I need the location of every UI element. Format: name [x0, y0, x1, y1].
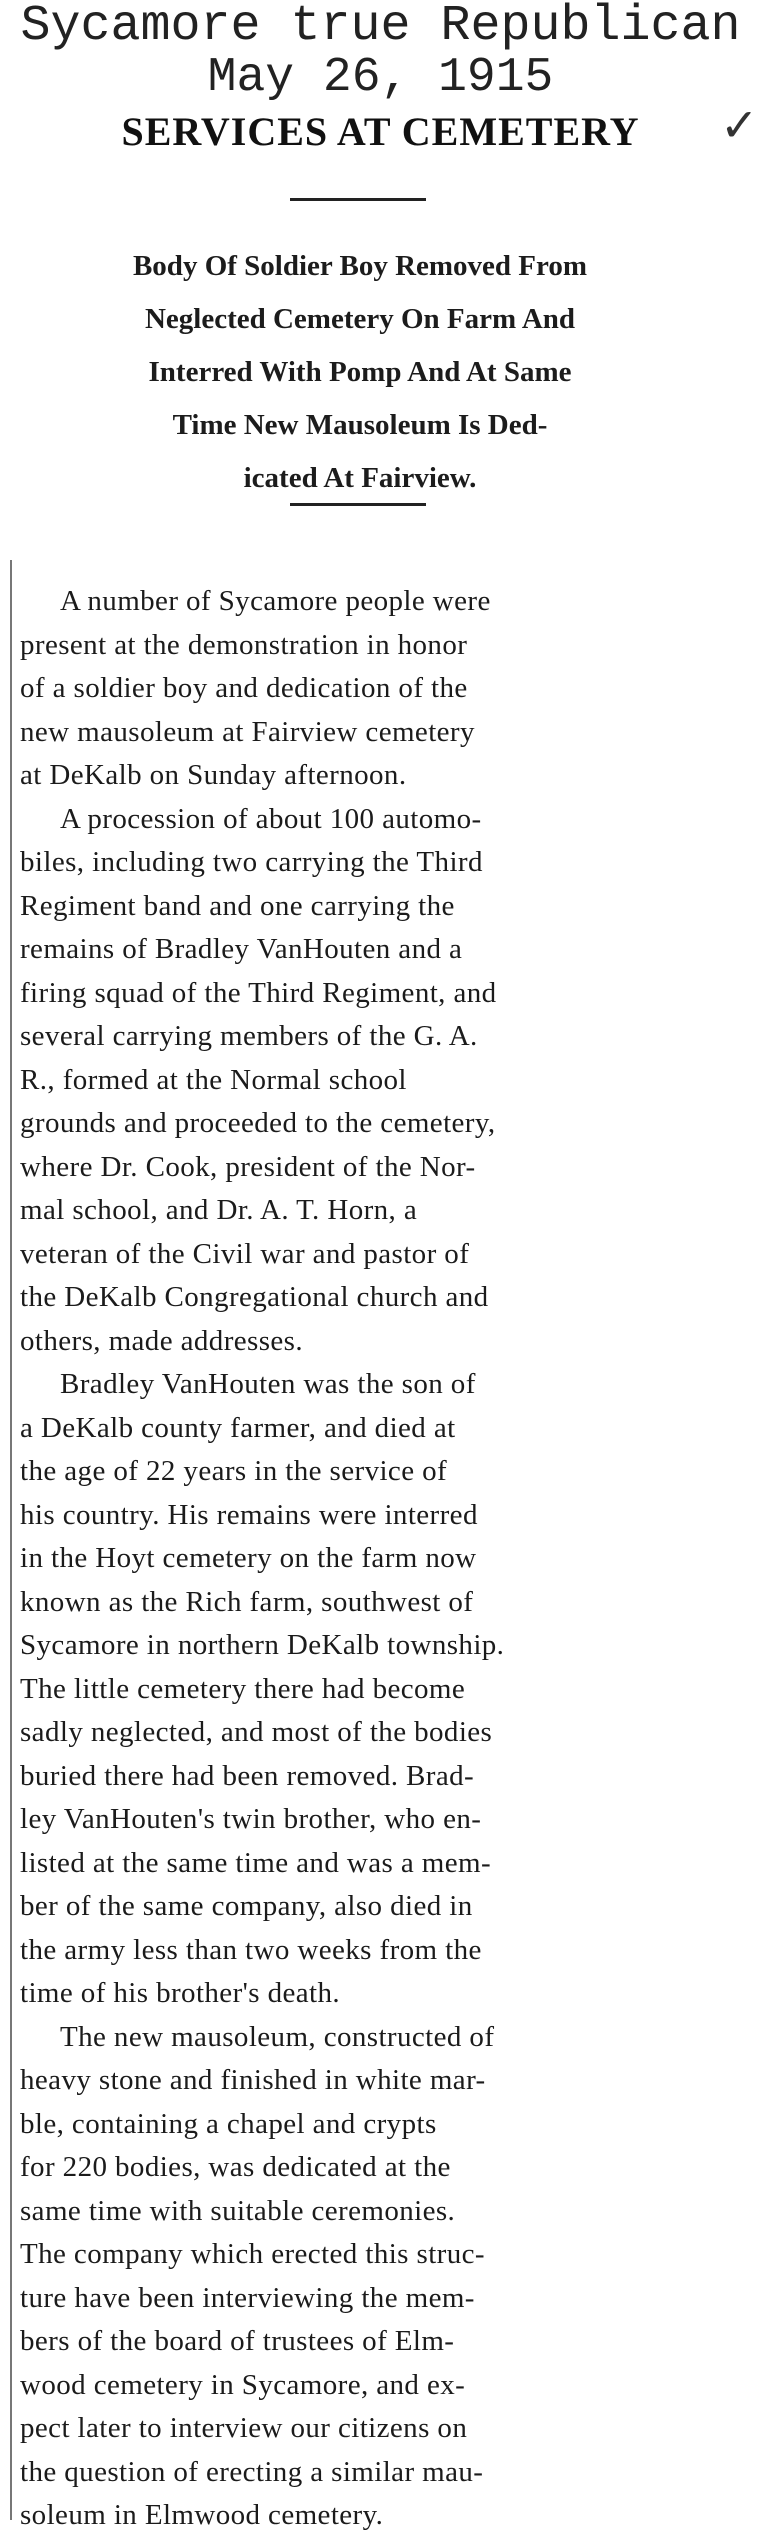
article-paragraph [20, 2016, 740, 2538]
article-line: soleum in Elmwood cemetery. [20, 2499, 384, 2531]
article-line: the question of erecting a similar mau- [20, 2455, 484, 2488]
check-mark-icon: ✓ [720, 98, 759, 152]
article-line: bers of the board of trustees of Elm- [20, 2325, 455, 2357]
article-line: of a soldier boy and dedication of the [20, 672, 468, 704]
article-body [20, 580, 740, 2538]
article-line: sadly neglected, and most of the bodies [20, 1716, 493, 1748]
article-line: new mausoleum at Fairview cemetery [20, 715, 475, 748]
article-line: A number of Sycamore people were [60, 585, 491, 617]
article-line: Regiment band and one carrying the [20, 889, 455, 922]
article-line: at DeKalb on Sunday afternoon. [20, 759, 407, 791]
article-line: the age of 22 years in the service of [20, 1455, 448, 1487]
newspaper-name: Sycamore true Republican [20, 0, 741, 55]
article-paragraph [20, 1363, 740, 2016]
subheadline-line: Time New Mausoleum Is Ded- [172, 409, 548, 441]
article-line: pect later to interview our citizens on [20, 2412, 468, 2444]
article-line: in the Hoyt cemetery on the farm now [20, 1542, 477, 1574]
subheadline-line: Neglected Cemetery On Farm And [144, 303, 576, 335]
publication-date: May 26, 1915 [207, 51, 554, 105]
headline-divider [290, 198, 426, 201]
article-line: grounds and proceeded to the cemetery, [20, 1107, 496, 1139]
article-line: heavy stone and finished in white mar- [20, 2064, 486, 2096]
article-line: his country. His remains were interred [20, 1498, 478, 1531]
article-line: time of his brother's death. [20, 1977, 341, 2009]
article-line: ley VanHouten's twin brother, who en- [20, 1803, 482, 1835]
article-line: same time with suitable ceremonies. [20, 2194, 456, 2227]
article-paragraph [20, 580, 740, 798]
article-paragraph [20, 798, 740, 1364]
article-line: remains of Bradley VanHouten and a [20, 933, 463, 965]
article-line: the army less than two weeks from the [20, 1933, 482, 1966]
article-line: others, made addresses. [20, 1324, 304, 1357]
article-line: the DeKalb Congregational church and [20, 1281, 489, 1313]
article-line: The new mausoleum, constructed of [60, 2020, 495, 2053]
article-line: present at the demonstration in honor [20, 628, 468, 661]
article-line: veteran of the Civil war and pastor of [20, 1237, 470, 1270]
article-line: a DeKalb county farmer, and died at [20, 1411, 456, 1444]
article-line: Sycamore in northern DeKalb township. [20, 1629, 505, 1661]
article-line: The little cemetery there had become [20, 1672, 466, 1705]
subheadline [20, 240, 700, 505]
article-line: ber of the same company, also died in [20, 1890, 473, 1922]
article-line: known as the Rich farm, southwest of [20, 1585, 474, 1618]
article-line: biles, including two carrying the Third [20, 846, 483, 878]
subheadline-line: Interred With Pomp And At Same [148, 356, 572, 388]
article-line: Bradley VanHouten was the son of [60, 1368, 476, 1400]
subheadline-divider [290, 503, 426, 506]
article-line: A procession of about 100 automo- [60, 802, 482, 835]
article-line: buried there had been removed. Brad- [20, 1759, 475, 1792]
article-headline: SERVICES AT CEMETERY [121, 109, 640, 154]
article-line: ture have been interviewing the mem- [20, 2281, 475, 2314]
article-line: listed at the same time and was a mem- [20, 1846, 492, 1879]
subheadline-line: icated At Fairview. [243, 462, 477, 494]
article-line: R., formed at the Normal school [20, 1063, 407, 1096]
article-line: wood cemetery in Sycamore, and ex- [20, 2368, 466, 2401]
article-line: for 220 bodies, was dedicated at the [20, 2151, 451, 2183]
article-line: mal school, and Dr. A. T. Horn, a [20, 1194, 418, 1226]
article-line: The company which erected this struc- [20, 2238, 485, 2270]
article-line: ble, containing a chapel and crypts [20, 2107, 437, 2140]
article-line: several carrying members of the G. A. [20, 1020, 478, 1052]
article-line: where Dr. Cook, president of the Nor- [20, 1150, 476, 1183]
column-rule [10, 560, 12, 2520]
subheadline-line: Body Of Soldier Boy Removed From [132, 250, 588, 282]
article-line: firing squad of the Third Regiment, and [20, 976, 497, 1009]
